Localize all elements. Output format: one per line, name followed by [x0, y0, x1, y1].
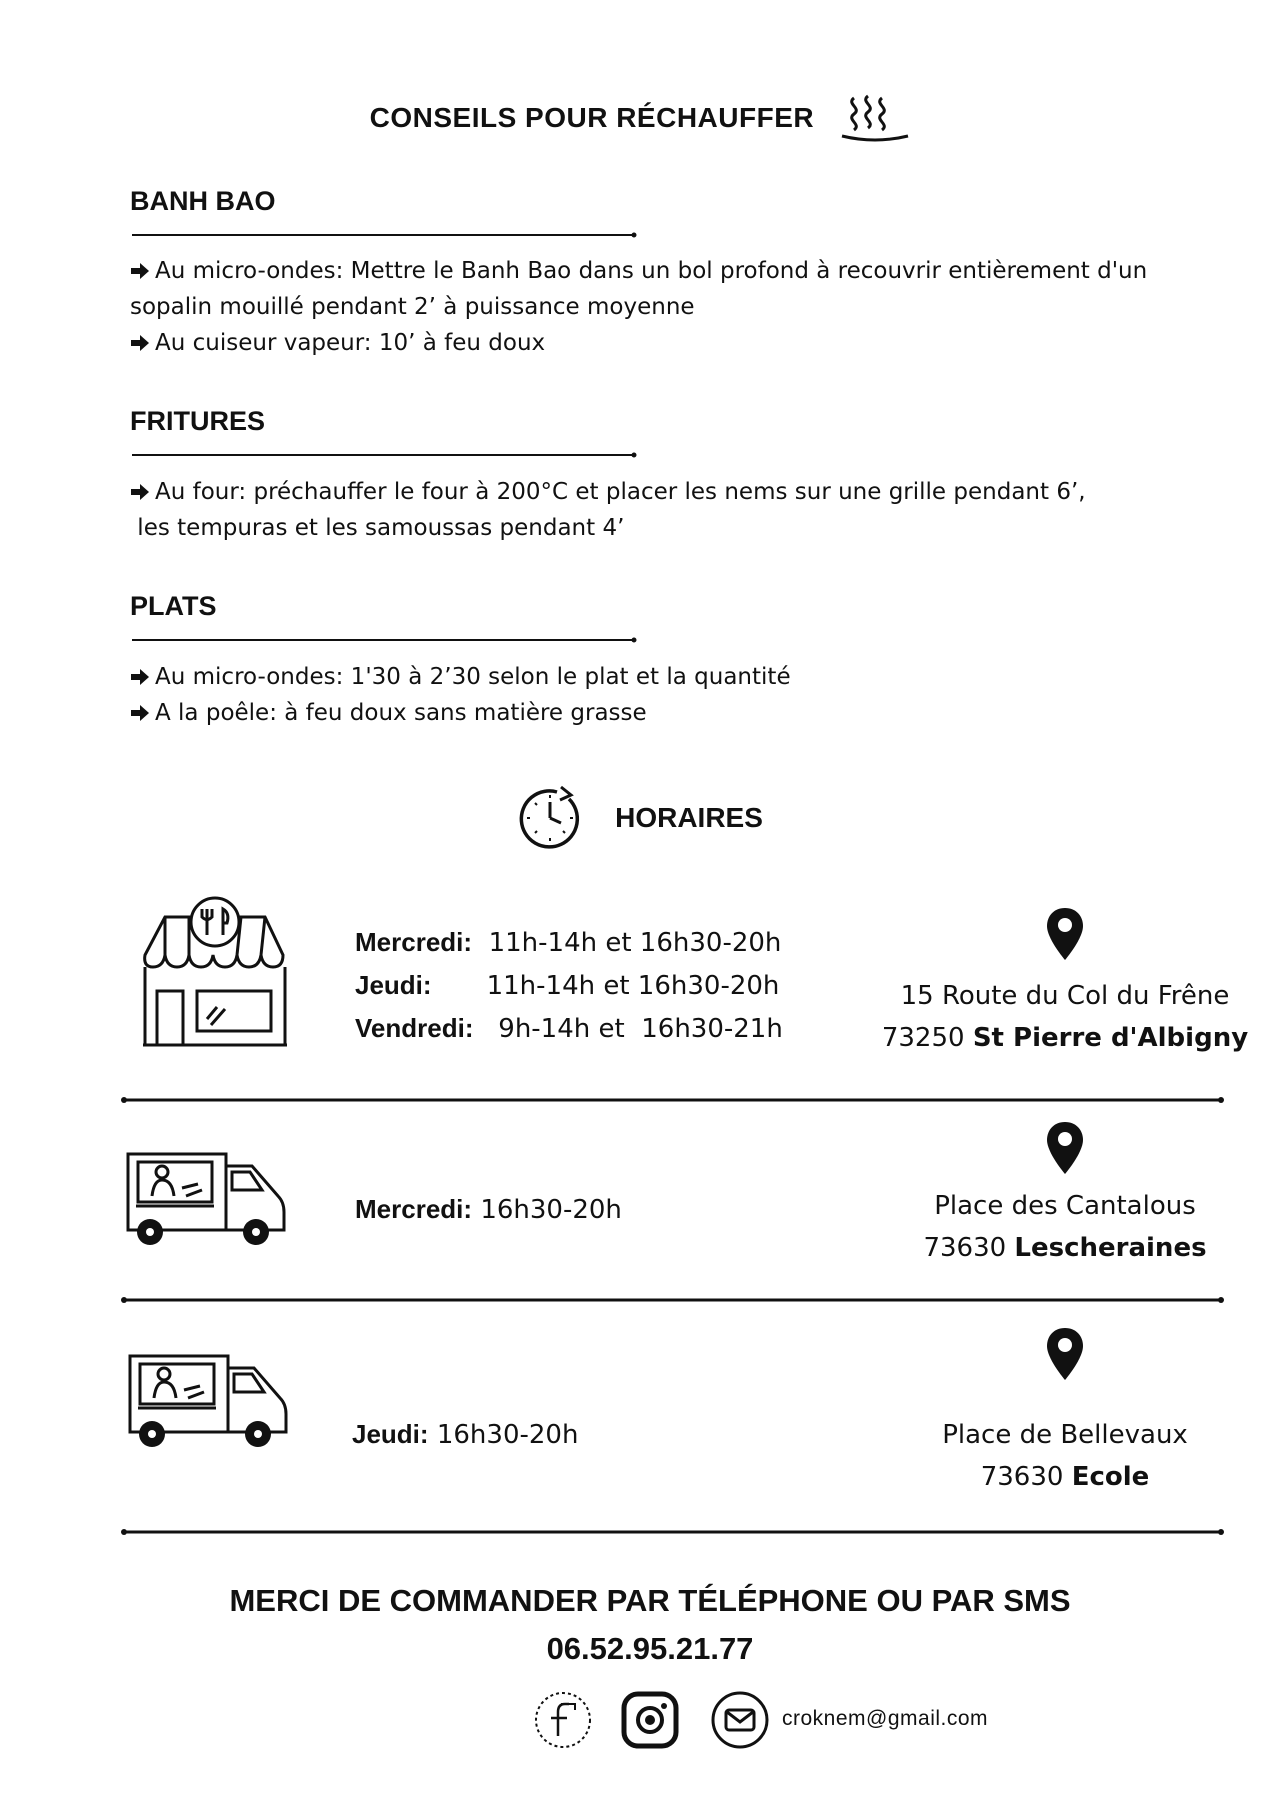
address-city: Lescheraines	[1014, 1233, 1207, 1263]
address-line: Place des Cantalous	[934, 1191, 1196, 1221]
tip-text: Au cuiseur vapeur: 10’ à feu doux	[155, 330, 546, 356]
tip-line	[130, 289, 1190, 325]
tip-line	[130, 695, 1190, 731]
arrow-right-icon	[130, 483, 150, 501]
tip-line	[130, 659, 1190, 695]
facebook-icon[interactable]	[533, 1690, 593, 1750]
schedule-day: Jeudi:	[355, 970, 432, 1000]
section-divider	[130, 228, 638, 242]
address-truck-1	[860, 1185, 1270, 1269]
tip-line	[130, 325, 1190, 361]
schedule-line	[355, 921, 783, 964]
footer-title: MERCI DE COMMANDER PAR TÉLÉPHONE OU PAR SMS	[229, 1583, 1071, 1618]
tip-line	[130, 253, 1190, 289]
tip-list	[130, 659, 1190, 731]
location-pin-icon	[1045, 1326, 1085, 1382]
schedule-line	[355, 964, 783, 1007]
schedule-day: Mercredi:	[355, 927, 473, 957]
section-title-plats: PLATS	[130, 591, 217, 621]
clock-icon	[517, 785, 583, 851]
location-pin-icon	[1045, 1120, 1085, 1176]
hours-title-text: HORAIRES	[615, 802, 763, 833]
tip-list	[130, 474, 1190, 546]
divider	[120, 1525, 1225, 1539]
address-truck-2	[860, 1414, 1270, 1498]
schedule-shop	[355, 921, 783, 1050]
arrow-right-icon	[130, 668, 150, 686]
schedule-time: 16h30-20h	[480, 1195, 622, 1225]
email-address[interactable]: croknem@gmail.com	[782, 1707, 989, 1730]
tip-line	[130, 510, 1190, 546]
arrow-right-icon	[130, 704, 150, 722]
food-truck-icon	[124, 1342, 292, 1454]
schedule-day: Jeudi:	[352, 1419, 429, 1449]
schedule-time: 11h-14h et 16h30-20h	[486, 971, 780, 1001]
page-title	[0, 92, 1280, 144]
address-line	[860, 1017, 1270, 1059]
tip-text: Au four: préchauffer le four à 200°C et placer les nems sur une grille pendant 6’,	[155, 479, 1086, 505]
address-city: St Pierre d'Albigny	[972, 1023, 1249, 1053]
phone-number[interactable]: 06.52.95.21.77	[546, 1631, 754, 1666]
schedule-line	[355, 1188, 622, 1231]
schedule-truck-1	[355, 1188, 622, 1231]
section-title-banh-bao: BANH BAO	[130, 186, 276, 216]
food-truck-icon	[122, 1140, 290, 1252]
schedule-time: 9h-14h et 16h30-21h	[498, 1014, 783, 1044]
schedule-line	[352, 1413, 578, 1456]
schedule-day: Mercredi:	[355, 1194, 473, 1224]
page-title-text: CONSEILS POUR RÉCHAUFFER	[369, 102, 815, 133]
section-title-fritures: FRITURES	[130, 406, 265, 436]
arrow-right-icon	[130, 262, 150, 280]
location-pin-icon	[1045, 906, 1085, 962]
address-postcode: 73630	[923, 1233, 1007, 1263]
mail-icon[interactable]	[710, 1690, 770, 1750]
schedule-line	[355, 1007, 783, 1050]
address-line	[860, 1227, 1270, 1269]
tip-text: Au micro-ondes: Mettre le Banh Bao dans un bol profond à recouvrir entièrement d'un	[155, 258, 1148, 284]
divider	[120, 1293, 1225, 1307]
address-line: 15 Route du Col du Frêne	[900, 981, 1230, 1011]
schedule-time: 11h-14h et 16h30-20h	[488, 928, 782, 958]
address-postcode: 73630	[980, 1462, 1064, 1492]
hours-title	[0, 785, 1280, 851]
schedule-day: Vendredi:	[355, 1013, 474, 1043]
tip-text: Au micro-ondes: 1'30 à 2’30 selon le plat et la quantité	[155, 664, 791, 690]
instagram-icon[interactable]	[620, 1690, 680, 1750]
tip-text: les tempuras et les samoussas pendant 4’	[130, 515, 625, 541]
tip-text: sopalin mouillé pendant 2’ à puissance moyenne	[130, 294, 695, 320]
address-line: Place de Bellevaux	[942, 1420, 1188, 1450]
address-postcode: 73250	[881, 1023, 965, 1053]
tip-list	[130, 253, 1190, 361]
tip-text: A la poêle: à feu doux sans matière grasse	[155, 700, 647, 726]
address-shop	[860, 975, 1270, 1059]
schedule-time: 16h30-20h	[436, 1420, 579, 1450]
address-city: Ecole	[1071, 1462, 1150, 1492]
schedule-truck-2	[352, 1413, 578, 1456]
divider	[120, 1093, 1225, 1107]
section-divider	[130, 633, 638, 647]
address-line	[860, 1456, 1270, 1498]
section-divider	[130, 448, 638, 462]
arrow-right-icon	[130, 334, 150, 352]
steam-icon	[840, 92, 910, 144]
shop-icon	[135, 895, 295, 1055]
tip-line	[130, 474, 1190, 510]
